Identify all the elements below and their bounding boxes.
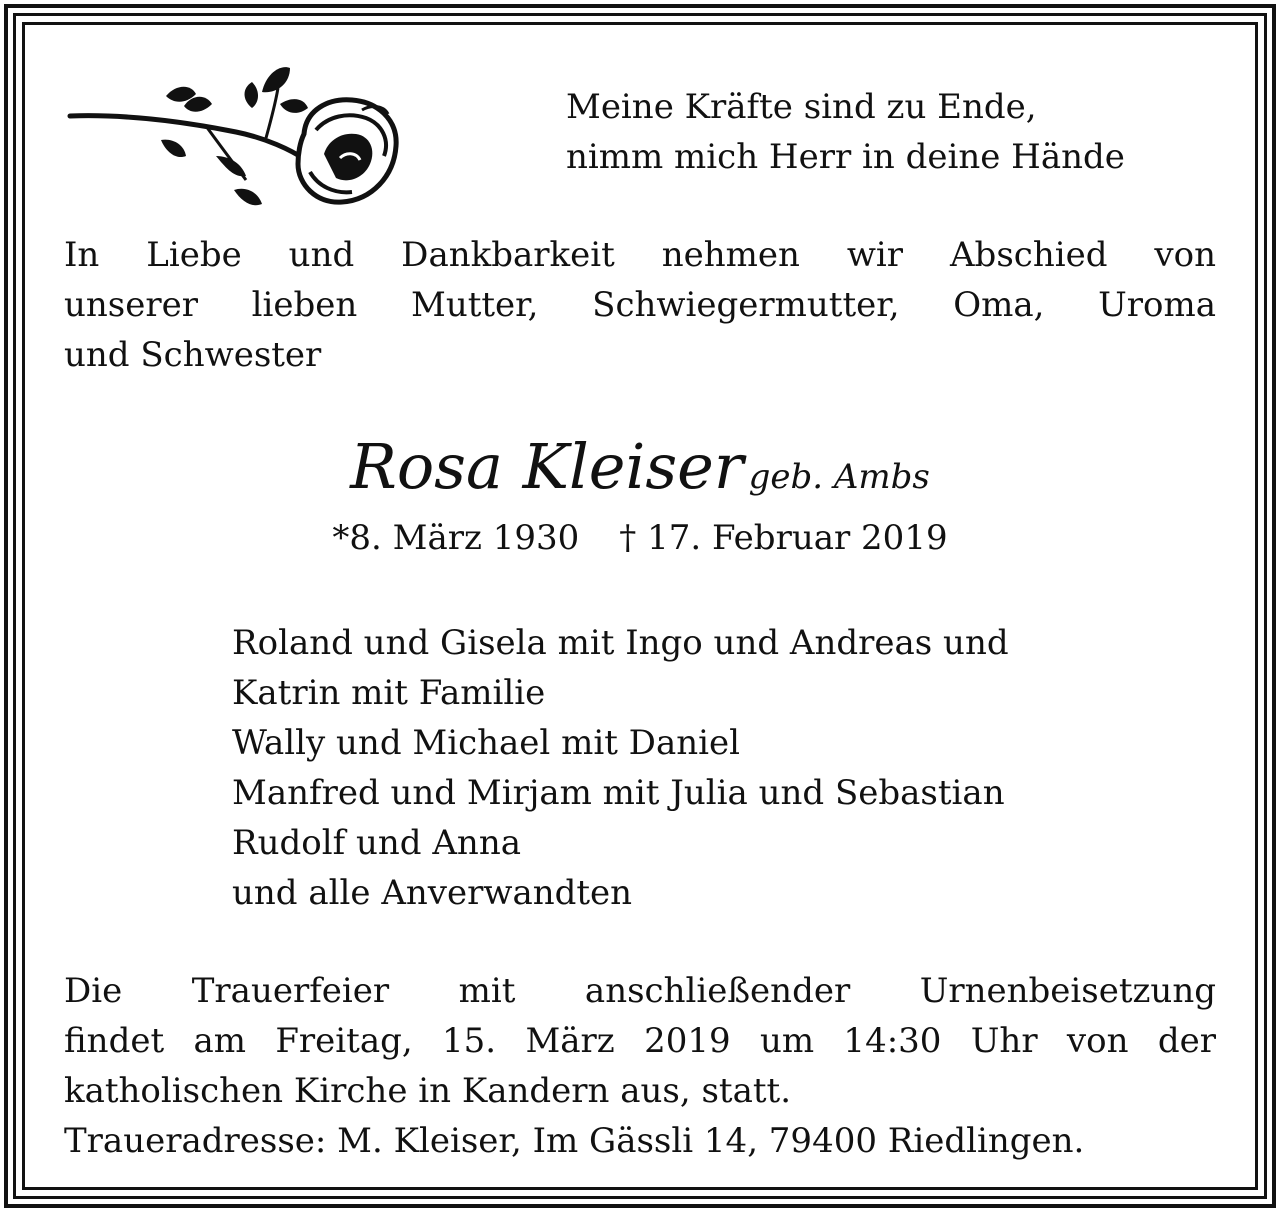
mourner-line: Rudolf und Anna [232, 823, 521, 863]
deceased-heading [0, 430, 1280, 503]
mourners-list [232, 618, 1232, 918]
mourner-line: Roland und Gisela mit Ingo und Andreas und [232, 623, 1009, 663]
maiden-name: geb. Ambs [748, 457, 930, 497]
verse-line: nimm mich Herr in deine Hände [566, 137, 1125, 177]
intro-line: unserer lieben Mutter, Schwiegermutter, Oma, Uroma [64, 285, 1216, 325]
rose-icon [66, 60, 406, 215]
death-date: † 17. Februar 2019 [619, 518, 948, 558]
life-dates [0, 518, 1280, 558]
mourner-line: Wally und Michael mit Daniel [232, 723, 740, 763]
verse [566, 82, 1246, 182]
intro-text [64, 230, 1216, 380]
verse-line: Meine Kräfte sind zu Ende, [566, 87, 1037, 127]
service-line: findet am Freitag, 15. März 2019 um 14:30 Uhr von der [64, 1021, 1216, 1061]
deceased-name: Rosa Kleiser [350, 430, 744, 503]
service-line: Die Trauerfeier mit anschließender Urnenbeisetzung [64, 971, 1216, 1011]
mourner-line: und alle Anverwandten [232, 873, 633, 913]
birth-date: *8. März 1930 [332, 518, 580, 558]
mourner-line: Manfred und Mirjam mit Julia und Sebastian [232, 773, 1005, 813]
service-info [64, 966, 1216, 1166]
intro-line: In Liebe und Dankbarkeit nehmen wir Abschied von [64, 235, 1216, 275]
service-line: katholischen Kirche in Kandern aus, statt. [64, 1071, 791, 1111]
mourner-line: Katrin mit Familie [232, 673, 546, 713]
mourning-address: Traueradresse: M. Kleiser, Im Gässli 14, 79400 Riedlingen. [64, 1121, 1085, 1161]
intro-line: und Schwester [64, 335, 322, 375]
